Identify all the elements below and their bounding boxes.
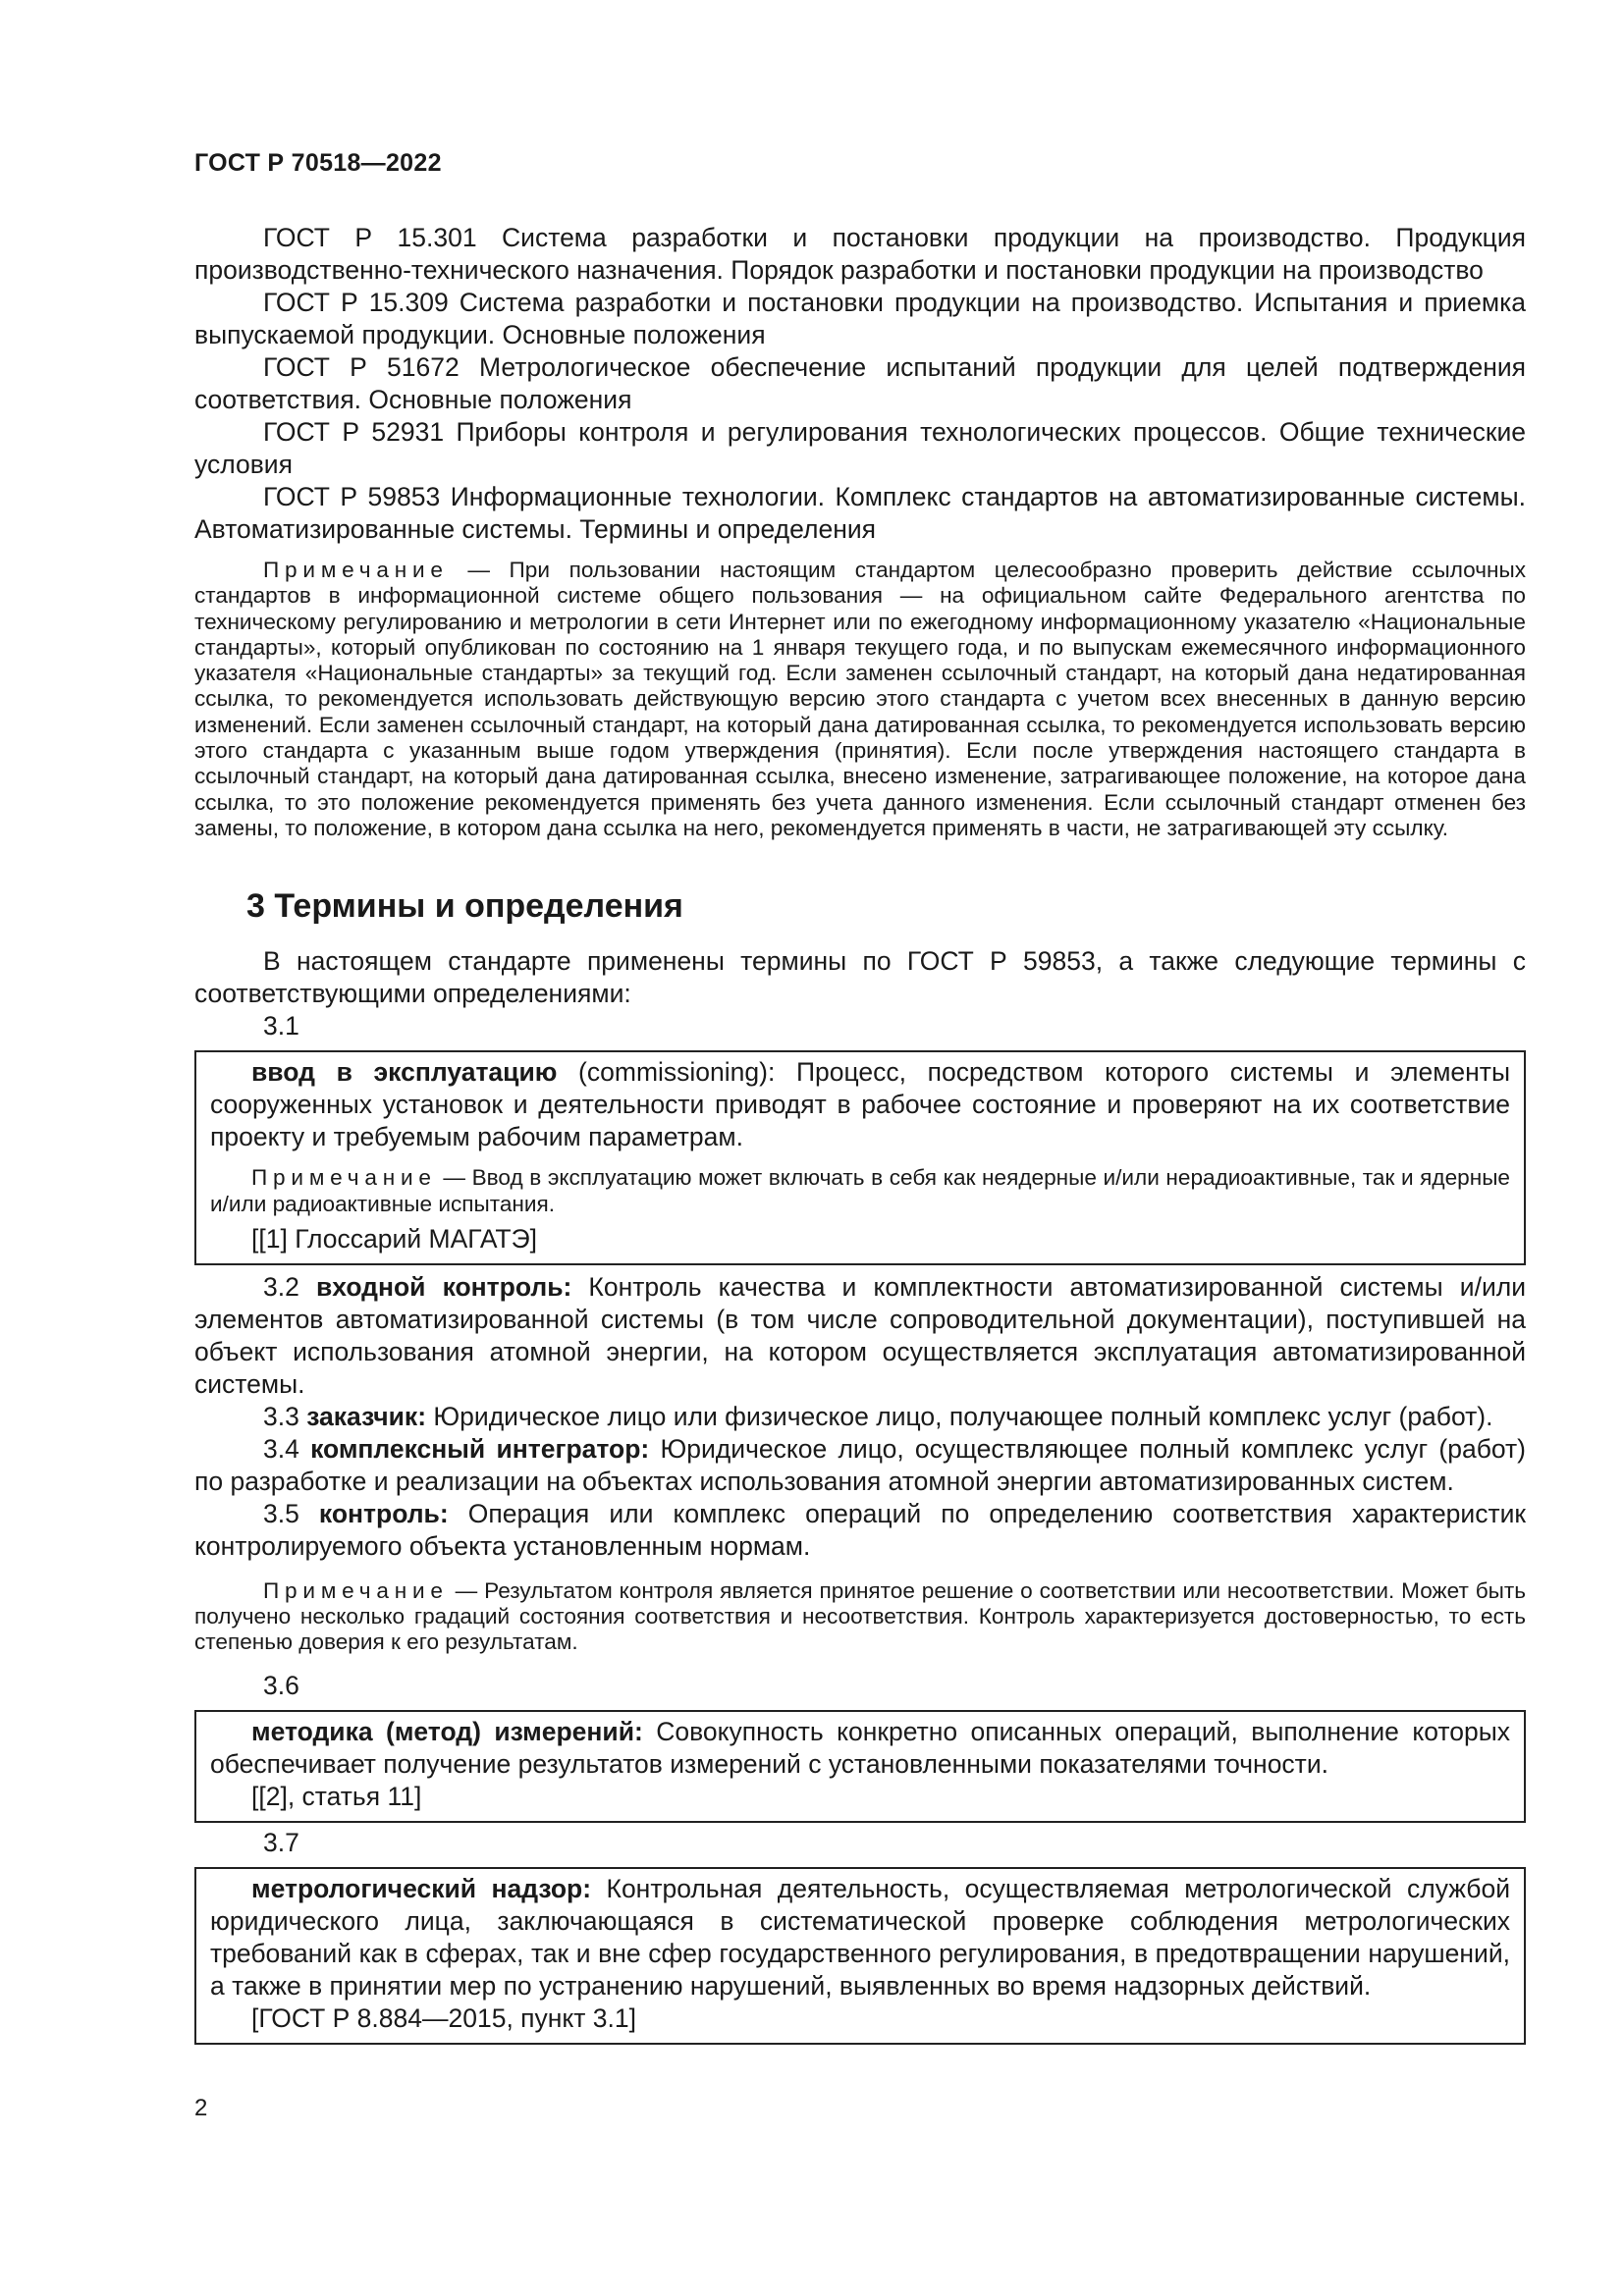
ref-gost-15-301: ГОСТ Р 15.301 Система разработки и постановки продукции на производство. Продукция производственно-технического назначения. Порядок разработки и постановки продукции на производство (194, 223, 1526, 285)
section-title: 3 Термины и определения (246, 887, 683, 926)
term-note-3-1 (210, 1165, 1510, 1217)
term-definition-3-7 (210, 1873, 1510, 2002)
term-def: Юридическое лицо или физическое лицо, получающее полный комплекс услуг (работ). (426, 1401, 1493, 1431)
references-note (194, 558, 1526, 841)
term-box-3-1 (194, 1050, 1526, 1265)
term-name: заказчик: (306, 1401, 427, 1431)
document-header: ГОСТ Р 70518—2022 (194, 149, 442, 177)
term-definition-3-4: 3.4 комплексный интегратор: Юридическое лицо, осуществляющее полный комплекс услуг (работ) по разработке и реализации на объектах использования атомной энергии автоматизированных систем. (194, 1433, 1526, 1496)
ref-gost-51672: ГОСТ Р 51672 Метрологическое обеспечение испытаний продукции для целей подтверждения соответствия. Основные положения (194, 352, 1526, 414)
note-label: Примечание (251, 1165, 437, 1191)
note-text: — При пользовании настоящим стандартом целесообразно проверить действие ссылочных стандартов в информационной системе общего пользования — на официальном сайте Федерального агентства по техническому регулированию и метрологии в сети Интернет или по ежегодному информационному указателю «Национальные стандарты», который опубликован по состоянию на 1 января текущего года, и по выпускам ежемесячного информационного указателя «Национальные стандарты» за текущий год. Если заменен ссылочный стандарт, на который дана недатированная ссылка, то рекомендуется использовать действующую версию этого стандарта с учетом всех внесенных в данную версию изменений. Если заменен ссылочный стандарт, на который дана датированная ссылка, то рекомендуется использовать версию этого стандарта с указанным выше годом утверждения (принятия). Если после утверждения настоящего стандарта в ссылочный стандарт, на который дана датированная ссылка, внесено изменение, затрагивающее положение, на которое дана ссылка, то это положение рекомендуется применять без учета данного изменения. Если ссылочный стандарт отменен без замены, то положение, в котором дана ссылка на него, рекомендуется применять в части, не затрагивающей эту ссылку. (194, 558, 1526, 840)
term-source-3-7: [ГОСТ Р 8.884—2015, пункт 3.1] (251, 2002, 637, 2033)
term-name: ввод в эксплуатацию (251, 1057, 558, 1088)
term-name: методика (метод) измерений: (251, 1716, 643, 1746)
ref-gost-52931: ГОСТ Р 52931 Приборы контроля и регулирования технологических процессов. Общие технические условия (194, 417, 1526, 479)
term-source-3-1: [[1] Глоссарий МАГАТЭ] (251, 1223, 538, 1254)
note-text: — Ввод в эксплуатацию может включать в себя как неядерные и/или нерадиоактивные, так и ядерные и/или радиоактивные испытания. (210, 1165, 1510, 1216)
term-definition-3-6 (210, 1716, 1510, 1781)
term-source-3-6: [[2], статья 11] (251, 1781, 422, 1811)
section-intro: В настоящем стандарте применены термины по ГОСТ Р 59853, а также следующие термины с соответствующими определениями: (194, 946, 1526, 1009)
term-name: входной контроль: (315, 1271, 572, 1302)
note-label: Примечание (263, 1577, 449, 1603)
term-def: (commissioning): Процесс, посредством которого системы и элементы сооруженных установок и деятельности приводят в рабочее состояние и проверяют на их соответствие проекту и требуемым рабочим параметрам. (210, 1057, 1510, 1152)
page-content (194, 222, 1526, 2045)
term-box-3-6 (194, 1710, 1526, 1823)
term-note-3-5 (194, 1578, 1526, 1656)
term-name: комплексный интегратор: (310, 1433, 650, 1464)
term-name: метрологический надзор: (251, 1873, 592, 1903)
term-def: Юридическое лицо, осуществляющее полный комплекс услуг (работ) по разработке и реализации на объектах использования атомной энергии автоматизированных систем. (194, 1433, 1526, 1496)
term-definition-3-1 (210, 1056, 1510, 1153)
ref-gost-59853: ГОСТ Р 59853 Информационные технологии. Комплекс стандартов на автоматизированные системы. Автоматизированные системы. Термины и определения (194, 482, 1526, 544)
term-box-3-7 (194, 1867, 1526, 2045)
term-def: Операция или комплекс операций по определению соответствия характеристик контролируемого объекта установленным нормам. (194, 1498, 1527, 1561)
term-number-3-1: 3.1 (263, 1011, 299, 1041)
term-def: Контроль качества и комплектности автоматизированной системы и/или элементов автоматизированной системы (в том числе сопроводительной документации), поступившей на объект использования атомной энергии, на котором осуществляется эксплуатация автоматизированной системы. (194, 1271, 1527, 1399)
term-definition-3-2: 3.2 входной контроль: Контроль качества и комплектности автоматизированной системы и/или элементов автоматизированной системы (в том числе сопроводительной документации), поступившей на объект использования атомной энергии, на котором осуществляется эксплуатация автоматизированной системы. (194, 1271, 1527, 1399)
note-label: Примечание (263, 558, 449, 582)
term-definition-3-5: 3.5 контроль: Операция или комплекс операций по определению соответствия характеристик контролируемого объекта установленным нормам. (194, 1498, 1527, 1561)
term-definition-3-3: 3.3 заказчик: Юридическое лицо или физическое лицо, получающее полный комплекс услуг (работ). (263, 1401, 1493, 1431)
term-def: Контрольная деятельность, осуществляемая метрологической службой юридического лица, заключающаяся в систематической проверке соблюдения метрологических требований как в сферах, так и вне сфер государственного регулирования, в предотвращении нарушений, а также в принятии мер по устранению нарушений, выявленных во время надзорных действий. (210, 1873, 1510, 2001)
page-number: 2 (194, 2095, 208, 2121)
term-def: Совокупность конкретно описанных операций, выполнение которых обеспечивает получение результатов измерений с установленными показателями точности. (210, 1716, 1510, 1779)
term-number-3-7: 3.7 (263, 1827, 299, 1857)
term-number-3-6: 3.6 (263, 1670, 299, 1700)
term-name: контроль: (318, 1498, 449, 1528)
note-text: — Результатом контроля является принятое решение о соответствии или несоответствии. Может быть получено несколько градаций состояния соответствия и несоответствия. Контроль характеризуется достоверностью, то есть степенью доверия к его результатам. (194, 1577, 1526, 1655)
ref-gost-15-309: ГОСТ Р 15.309 Система разработки и постановки продукции на производство. Испытания и приемка выпускаемой продукции. Основные положения (194, 288, 1526, 349)
